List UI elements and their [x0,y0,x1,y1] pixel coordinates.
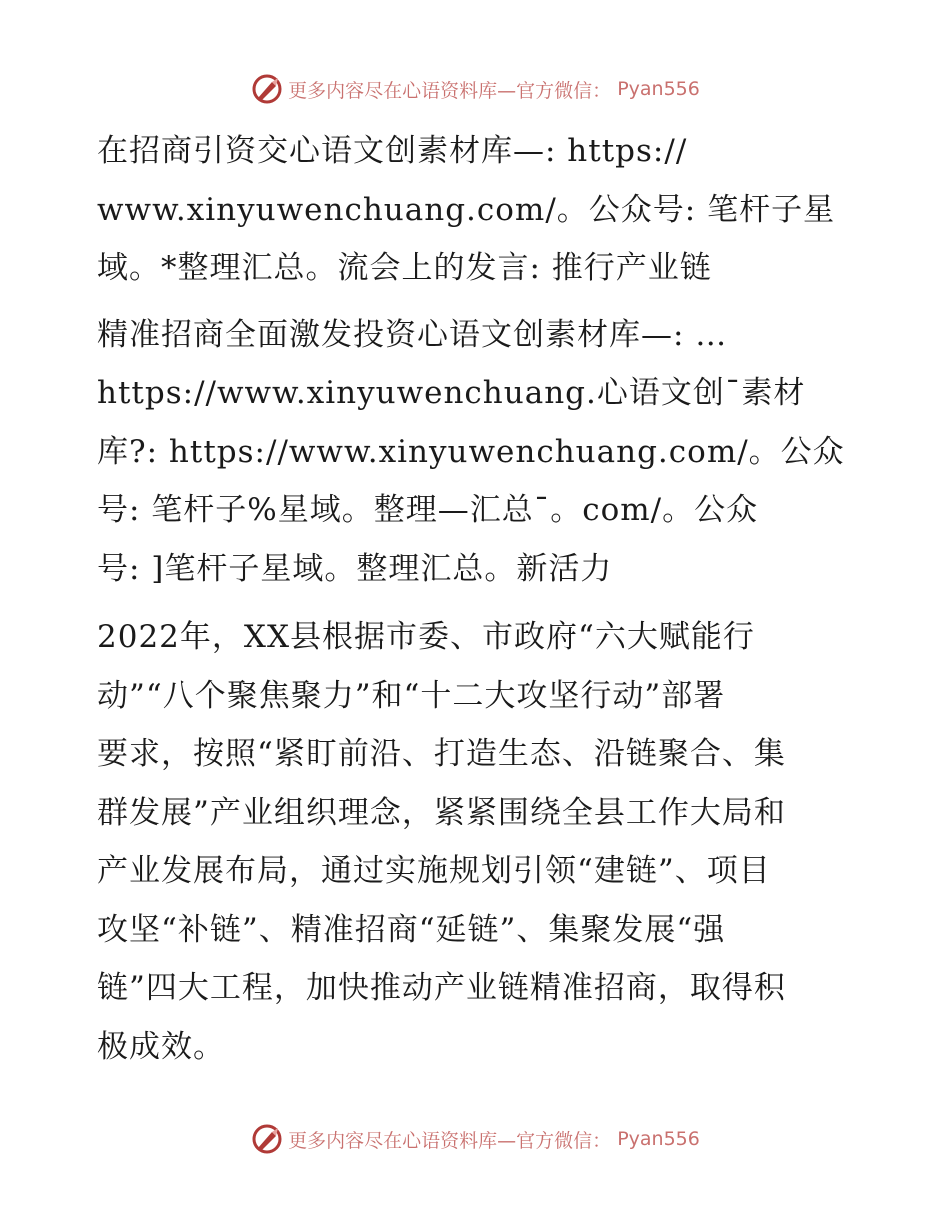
paragraph-1: 在招商引资交心语文创素材库—: https:// www.xinyuwenchuang.com/。公众号: 笔杆子星 域。*整理汇总。流会上的发言: 推行产业链 [97,133,836,286]
banner-promo-text: 更多内容尽在心语资料库 [288,79,498,102]
pen-nib-logo-icon [250,1122,284,1156]
paragraph-3: 2022年，XX县根据市委、市政府“六大赋能行 动”“八个聚焦聚力”和“十二大攻坚行动”部署 要求，按照“紧盯前沿、打造生态、沿链聚合、集 群发展”产业组织理念，紧紧围绕全县工作大局和 产业发展布局，通过实施规划引领“建链”、项目 攻坚“补链”、精准招商“延链”、集聚发展“强 链”四大工程，加快推动产业链精准招商，取得积 极成效。 [97,619,786,1065]
banner-wechat-label: —官方微信： [497,1129,612,1152]
banner-wechat-id: Pyan556 [617,78,700,100]
paragraph-2: 精准招商全面激发投资心语文创素材库—: … https://www.xinyuwenchuang.心语文创¯素材 库?: https://www.xinyuwenchuang.com/。公众 号: 笔杆子%星域。整理—汇总¯。com/。公众 号: ]笔杆子星域。整理汇总。新活力 [97,316,845,587]
banner-wechat-id: Pyan556 [617,1128,700,1150]
pen-nib-logo-icon [250,72,284,106]
body-text [97,122,857,1076]
footer-banner [0,1122,950,1156]
banner-wechat-label: —官方微信： [497,79,612,102]
header-banner [0,72,950,106]
banner-promo-text: 更多内容尽在心语资料库 [288,1129,498,1152]
